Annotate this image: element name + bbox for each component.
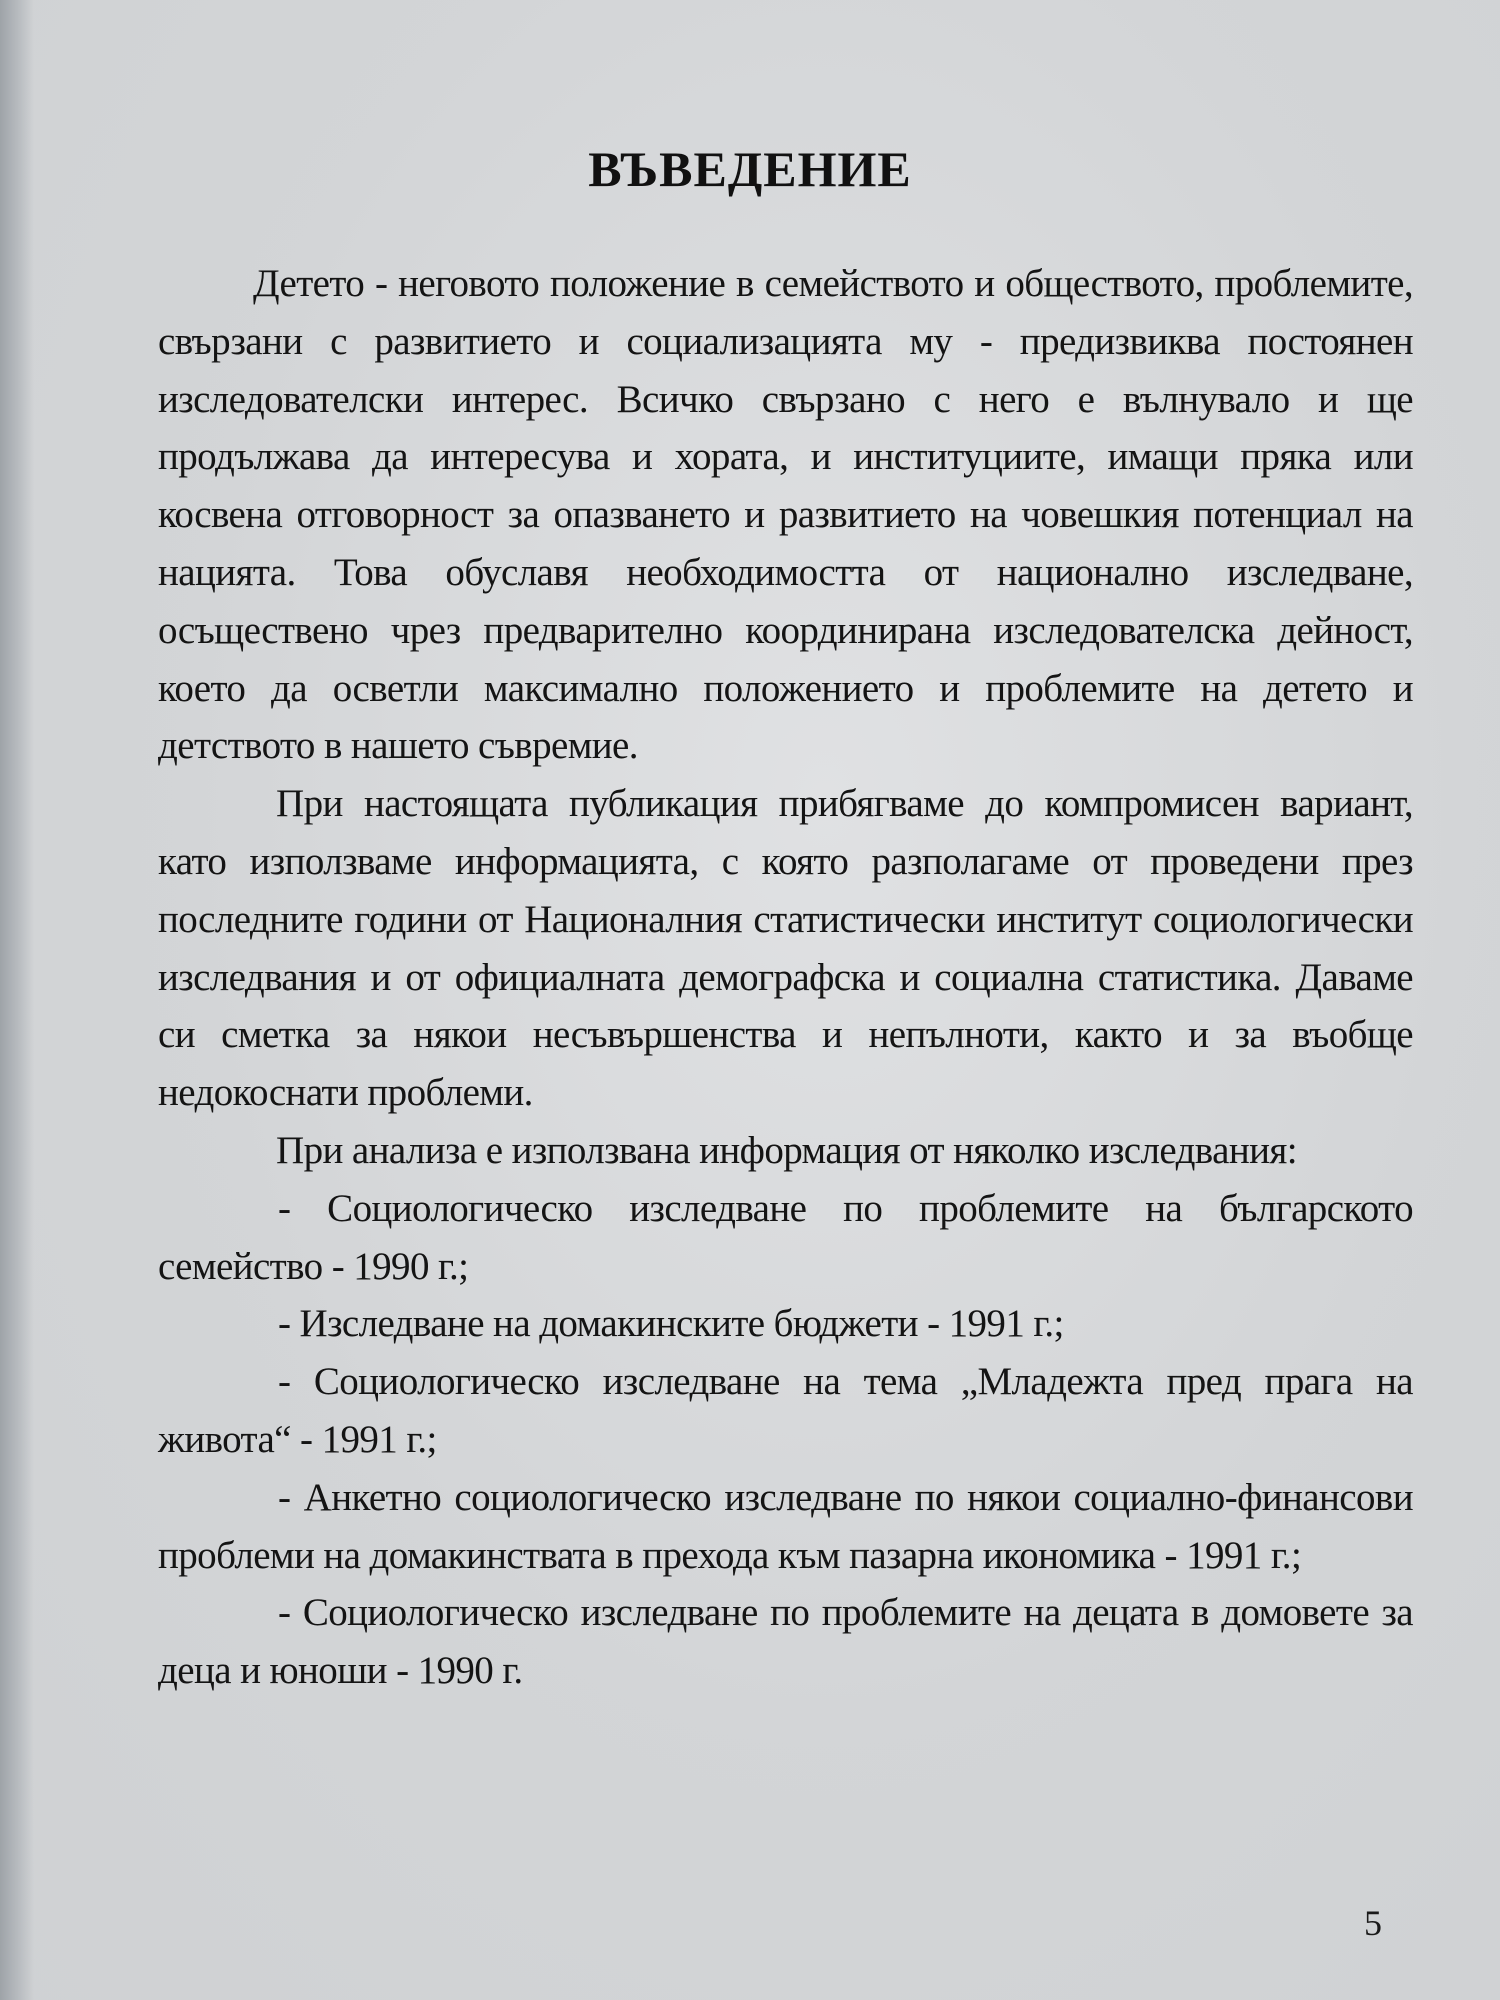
page-number: 5 bbox=[1364, 1903, 1382, 1943]
study-list-item: - Изследване на домакинските бюджети - 1991 г.; bbox=[278, 1302, 1064, 1346]
publication-paragraph: При настоящата публикация прибягваме до компромисен вариант, като използваме информацията, с която разполагаме от проведени през последните години от Националния статистически институт социологически изследвания и от официалната демографска и социална статистика. Даваме си сметка за някои несъвършенства и непълноти, както и за въобще недокоснати проблеми. bbox=[158, 782, 1413, 1115]
study-list-item: - Социологическо изследване на тема „Младежта пред прага на живота“ - 1991 г.; bbox=[158, 1360, 1413, 1461]
page-gutter-shadow bbox=[0, 0, 34, 2000]
chapter-body bbox=[158, 255, 1413, 1700]
study-list-item: - Анкетно социологическо изследване по някои социално-финансови проблеми на домакинствата в прехода към пазарна икономика - 1991 г.; bbox=[158, 1475, 1413, 1577]
study-list-item: - Социологическо изследване по проблемите на децата в домовете за деца и юноши - 1990 г. bbox=[158, 1591, 1413, 1693]
study-list-item: - Социологическо изследване по проблемите на българското семейство - 1990 г.; bbox=[158, 1186, 1413, 1288]
intro-paragraph: Детето - неговото положение в семейството и обществото, проблемите, свързани с развитието и социализацията му - предизвиква постоянен изследователски интерес. Всичко свързано с него е вълнувало и ще продължава да интересува и хората, и институциите, имащи пряка или косвена отговорност за опазването и развитието на човешкия потенциал на нацията. Това обуславя необходимостта от национално изследване, осъществено чрез предварително координирана изследователска дейност, което да осветли максимално положението и проблемите на детето и детството в нашето съвремие. bbox=[158, 262, 1413, 768]
study-list bbox=[158, 1180, 1413, 1700]
analysis-paragraph: При анализа е използвана информация от няколко изследвания: bbox=[276, 1128, 1297, 1172]
chapter-title: ВЪВЕДЕНИЕ bbox=[588, 141, 912, 197]
